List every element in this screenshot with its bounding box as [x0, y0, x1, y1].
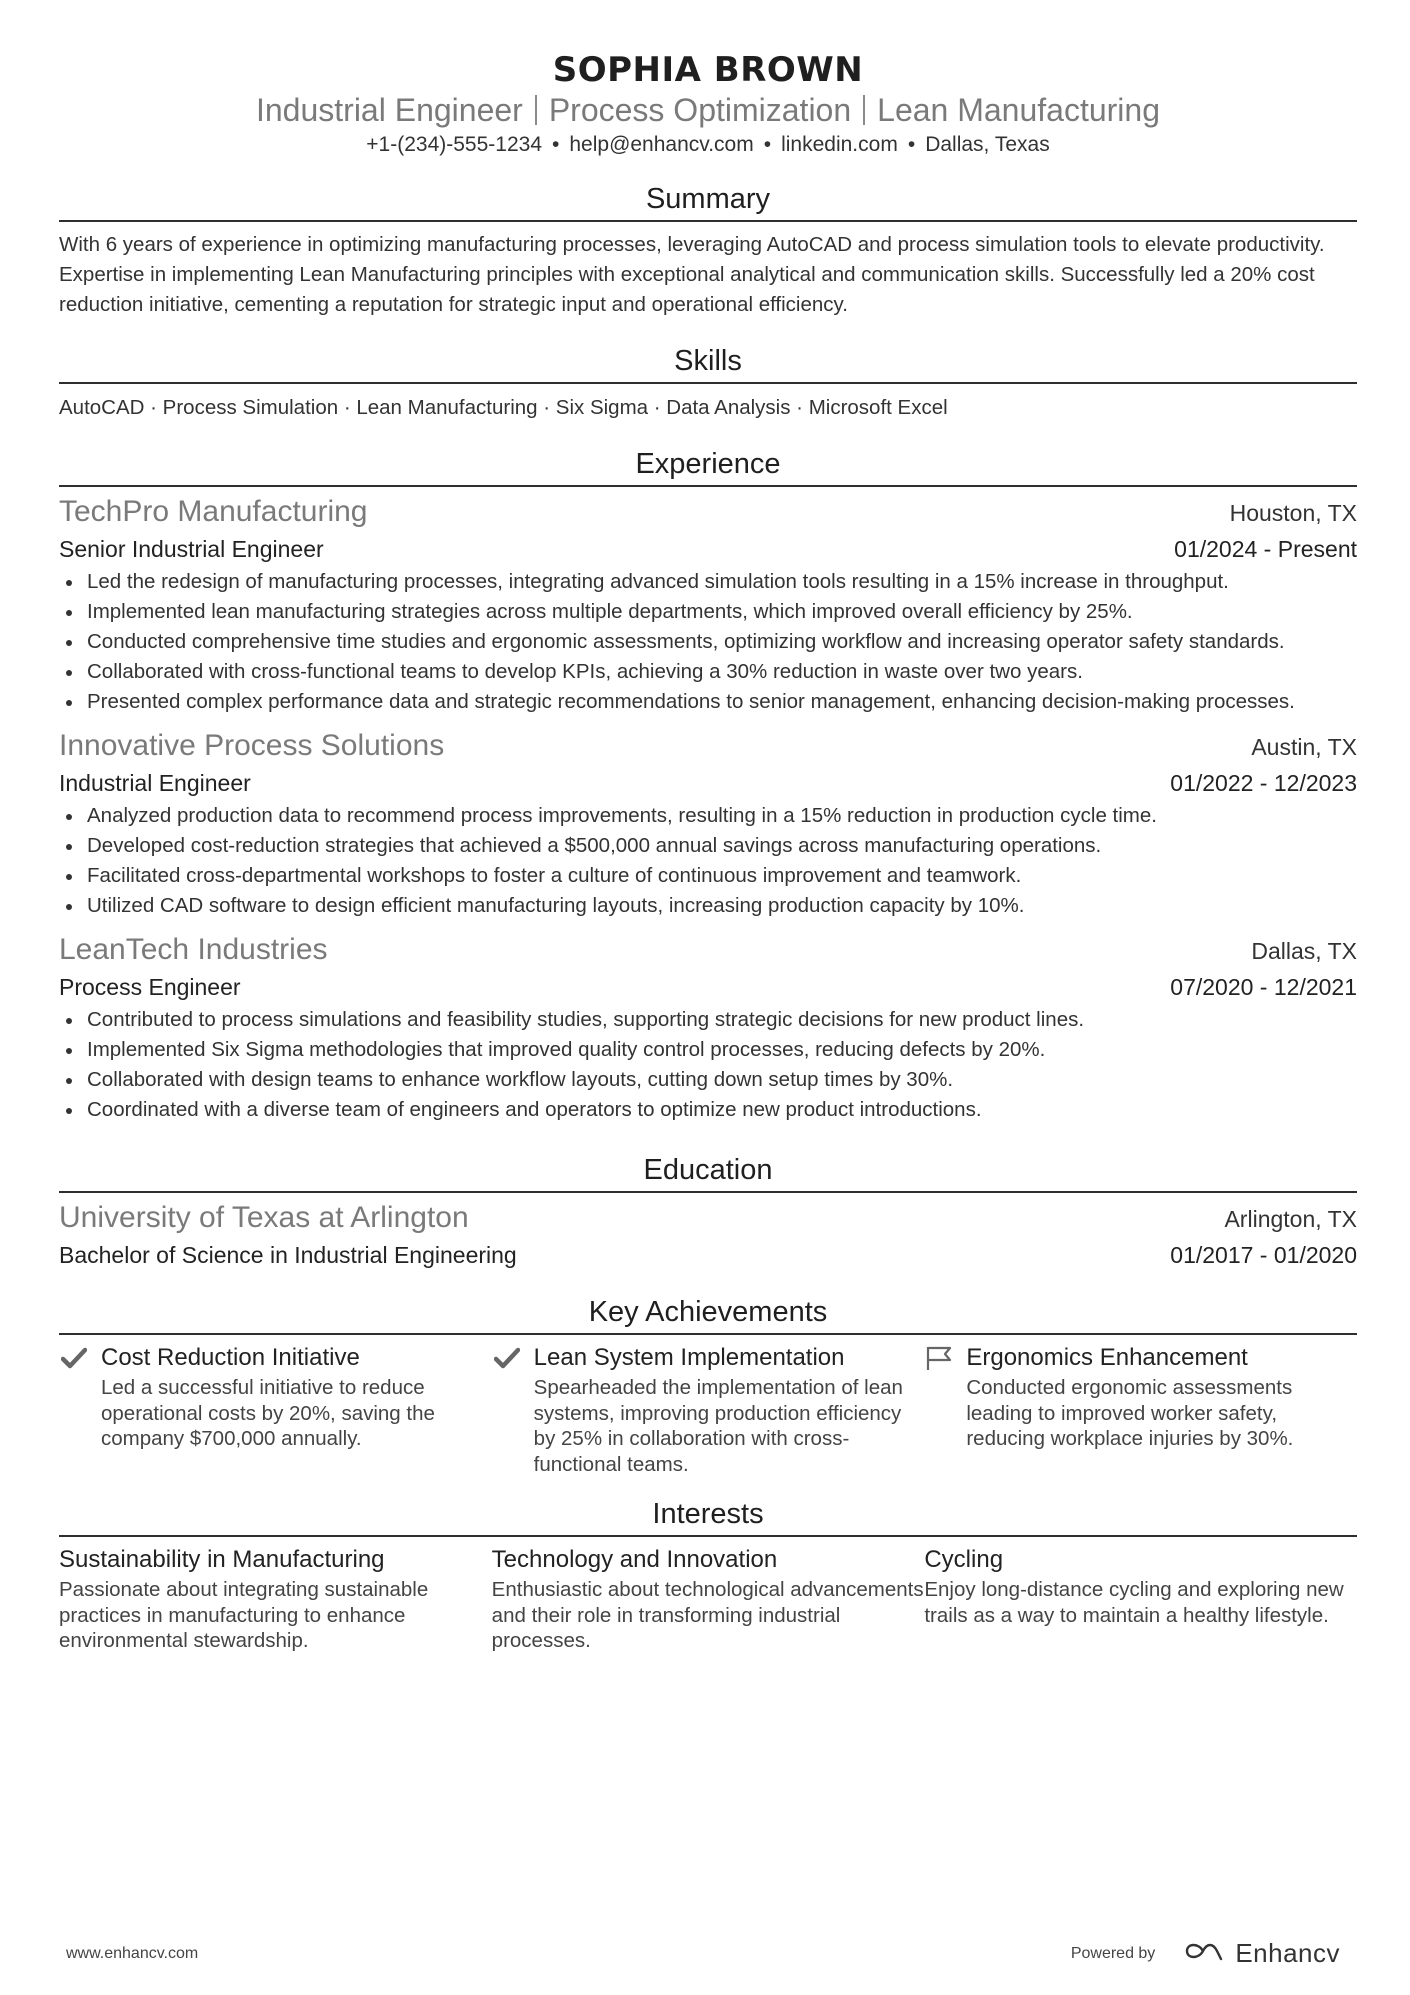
achievement-title: Cost Reduction Initiative: [101, 1344, 360, 1371]
section-divider: [59, 382, 1357, 384]
job-bullets: [59, 567, 1357, 717]
degree: Bachelor of Science in Industrial Engineering: [59, 1242, 517, 1268]
interest-title: Cycling: [924, 1546, 1004, 1573]
company-name: Innovative Process Solutions: [59, 729, 445, 762]
section-title-interests: Interests: [652, 1498, 764, 1530]
section-divider: [59, 1191, 1357, 1193]
achievement-title: Ergonomics Enhancement: [966, 1344, 1248, 1371]
bullet-item: Collaborated with design teams to enhance workflow layouts, cutting down setup times by 30%.: [59, 1065, 1357, 1095]
interest-title: Sustainability in Manufacturing: [59, 1546, 385, 1573]
email[interactable]: help@enhancv.com: [569, 133, 754, 156]
job-location: Austin, TX: [1251, 734, 1357, 760]
company-name: LeanTech Industries: [59, 933, 328, 966]
location: Dallas, Texas: [925, 133, 1050, 156]
interests-section: [59, 1495, 1357, 1654]
footer-branding: [1071, 1938, 1340, 1969]
interest-item: [59, 1543, 492, 1654]
footer-website-link[interactable]: www.enhancv.com: [66, 1945, 199, 1962]
headline-item: Industrial Engineer: [255, 92, 523, 128]
section-divider: [59, 1333, 1357, 1335]
bullet-item: Collaborated with cross-functional teams to develop KPIs, achieving a 30% reduction in waste over two years.: [59, 657, 1357, 687]
job-title: Industrial Engineer: [59, 770, 251, 796]
bullet-item: Conducted comprehensive time studies and ergonomic assessments, optimizing workflow and increasing operator safety standards.: [59, 627, 1357, 657]
section-divider: [59, 1535, 1357, 1537]
job-dates: 07/2020 - 12/2021: [1170, 974, 1357, 1000]
section-divider: [59, 220, 1357, 222]
achievement-description: Led a successful initiative to reduce operational costs by 20%, saving the company $700,000 annually.: [101, 1376, 435, 1450]
job-dates: 01/2022 - 12/2023: [1170, 770, 1357, 796]
linkedin-link[interactable]: linkedin.com: [781, 133, 898, 156]
bullet-item: Presented complex performance data and strategic recommendations to senior management, enhancing decision-making processes.: [59, 687, 1357, 717]
brand-name: Enhancv: [1235, 1938, 1340, 1968]
summary-text: With 6 years of experience in optimizing manufacturing processes, leveraging AutoCAD and process simulation tools to elevate productivity. Expertise in implementing Lean Manufacturing principles with exceptional analytical and communication skills. Successfully led a 20% cost reduction initiative, cementing a reputation for strategic input and operational efficiency.: [59, 233, 1325, 316]
summary-section: [59, 180, 1357, 320]
skills-section: [59, 342, 1357, 423]
education-dates: 01/2017 - 01/2020: [1170, 1242, 1357, 1268]
bullet-item: Contributed to process simulations and feasibility studies, supporting strategic decisions for new product lines.: [59, 1005, 1357, 1035]
job-location: Houston, TX: [1229, 500, 1357, 526]
job-location: Dallas, TX: [1251, 938, 1357, 964]
headline-separator: [535, 95, 537, 125]
section-title-achievements: Key Achievements: [588, 1296, 828, 1328]
bullet-item: Led the redesign of manufacturing processes, integrating advanced simulation tools resulting in a 15% increase in throughput.: [59, 567, 1357, 597]
achievement-item: [492, 1341, 925, 1477]
education-section: [59, 1151, 1357, 1273]
bullet-separator: •: [763, 133, 772, 156]
achievements-section: [59, 1293, 1357, 1477]
achievement-item: [924, 1341, 1357, 1477]
section-title-summary: Summary: [645, 183, 771, 215]
section-title-education: Education: [643, 1154, 773, 1186]
company-name: TechPro Manufacturing: [59, 495, 368, 528]
headline-separator: [863, 95, 865, 125]
school-name: University of Texas at Arlington: [59, 1201, 469, 1234]
job-entry: [59, 727, 1357, 921]
interest-description: Passionate about integrating sustainable practices in manufacturing to enhance environmental stewardship.: [59, 1578, 429, 1652]
checkmark-icon: [59, 1345, 89, 1371]
headline-item: Lean Manufacturing: [877, 92, 1160, 128]
experience-section: [59, 445, 1357, 1125]
education-entry: [59, 1199, 1357, 1273]
job-entry: [59, 931, 1357, 1125]
candidate-name: SOPHIA BROWN: [552, 50, 864, 90]
checkmark-icon: [492, 1345, 522, 1371]
interest-title: Technology and Innovation: [491, 1546, 778, 1573]
job-title: Senior Industrial Engineer: [59, 536, 324, 562]
interest-item: [924, 1543, 1357, 1654]
headline: [59, 90, 1357, 130]
section-title-experience: Experience: [635, 448, 781, 480]
bullet-item: Implemented lean manufacturing strategies across multiple departments, which improved overall efficiency by 25%.: [59, 597, 1357, 627]
bullet-item: Facilitated cross-departmental workshops to foster a culture of continuous improvement and teamwork.: [59, 861, 1357, 891]
job-dates: 01/2024 - Present: [1174, 536, 1357, 562]
bullet-item: Utilized CAD software to design efficient manufacturing layouts, increasing production capacity by 10%.: [59, 891, 1357, 921]
enhancv-logo-icon: [1183, 1940, 1225, 1967]
skills-list: AutoCAD · Process Simulation · Lean Manufacturing · Six Sigma · Data Analysis · Microsoft Excel: [59, 396, 948, 419]
section-divider: [59, 485, 1357, 487]
section-title-skills: Skills: [674, 345, 742, 377]
bullet-separator: •: [907, 133, 916, 156]
interest-description: Enthusiastic about technological advancements and their role in transforming industrial processes.: [491, 1578, 924, 1652]
bullet-item: Developed cost-reduction strategies that achieved a $500,000 annual savings across manufacturing operations.: [59, 831, 1357, 861]
achievement-description: Spearheaded the implementation of lean systems, improving production efficiency by 25% in collaboration with cross-functional teams.: [533, 1376, 903, 1476]
contact-info: [59, 132, 1357, 158]
job-bullets: [59, 801, 1357, 921]
bullet-item: Coordinated with a diverse team of engineers and operators to optimize new product introductions.: [59, 1095, 1357, 1125]
resume-page: [59, 50, 1357, 1654]
achievement-description: Conducted ergonomic assessments leading to improved worker safety, reducing workplace injuries by 30%.: [966, 1376, 1294, 1450]
bullet-separator: •: [552, 133, 560, 156]
interest-description: Enjoy long-distance cycling and exploring new trails as a way to maintain a healthy lifestyle.: [924, 1578, 1344, 1627]
phone[interactable]: +1-(234)-555-1234: [366, 133, 542, 156]
achievement-title: Lean System Implementation: [533, 1344, 845, 1371]
bullet-item: Analyzed production data to recommend process improvements, resulting in a 15% reduction in production cycle time.: [59, 801, 1357, 831]
bullet-item: Implemented Six Sigma methodologies that improved quality control processes, reducing defects by 20%.: [59, 1035, 1357, 1065]
school-location: Arlington, TX: [1224, 1206, 1357, 1232]
flag-icon: [924, 1345, 954, 1371]
job-entry: [59, 493, 1357, 717]
powered-by-label: Powered by: [1070, 1944, 1156, 1962]
headline-item: Process Optimization: [548, 92, 852, 128]
achievement-item: [59, 1341, 492, 1477]
interest-item: [492, 1543, 925, 1654]
job-bullets: [59, 1005, 1357, 1125]
job-title: Process Engineer: [59, 974, 241, 1000]
